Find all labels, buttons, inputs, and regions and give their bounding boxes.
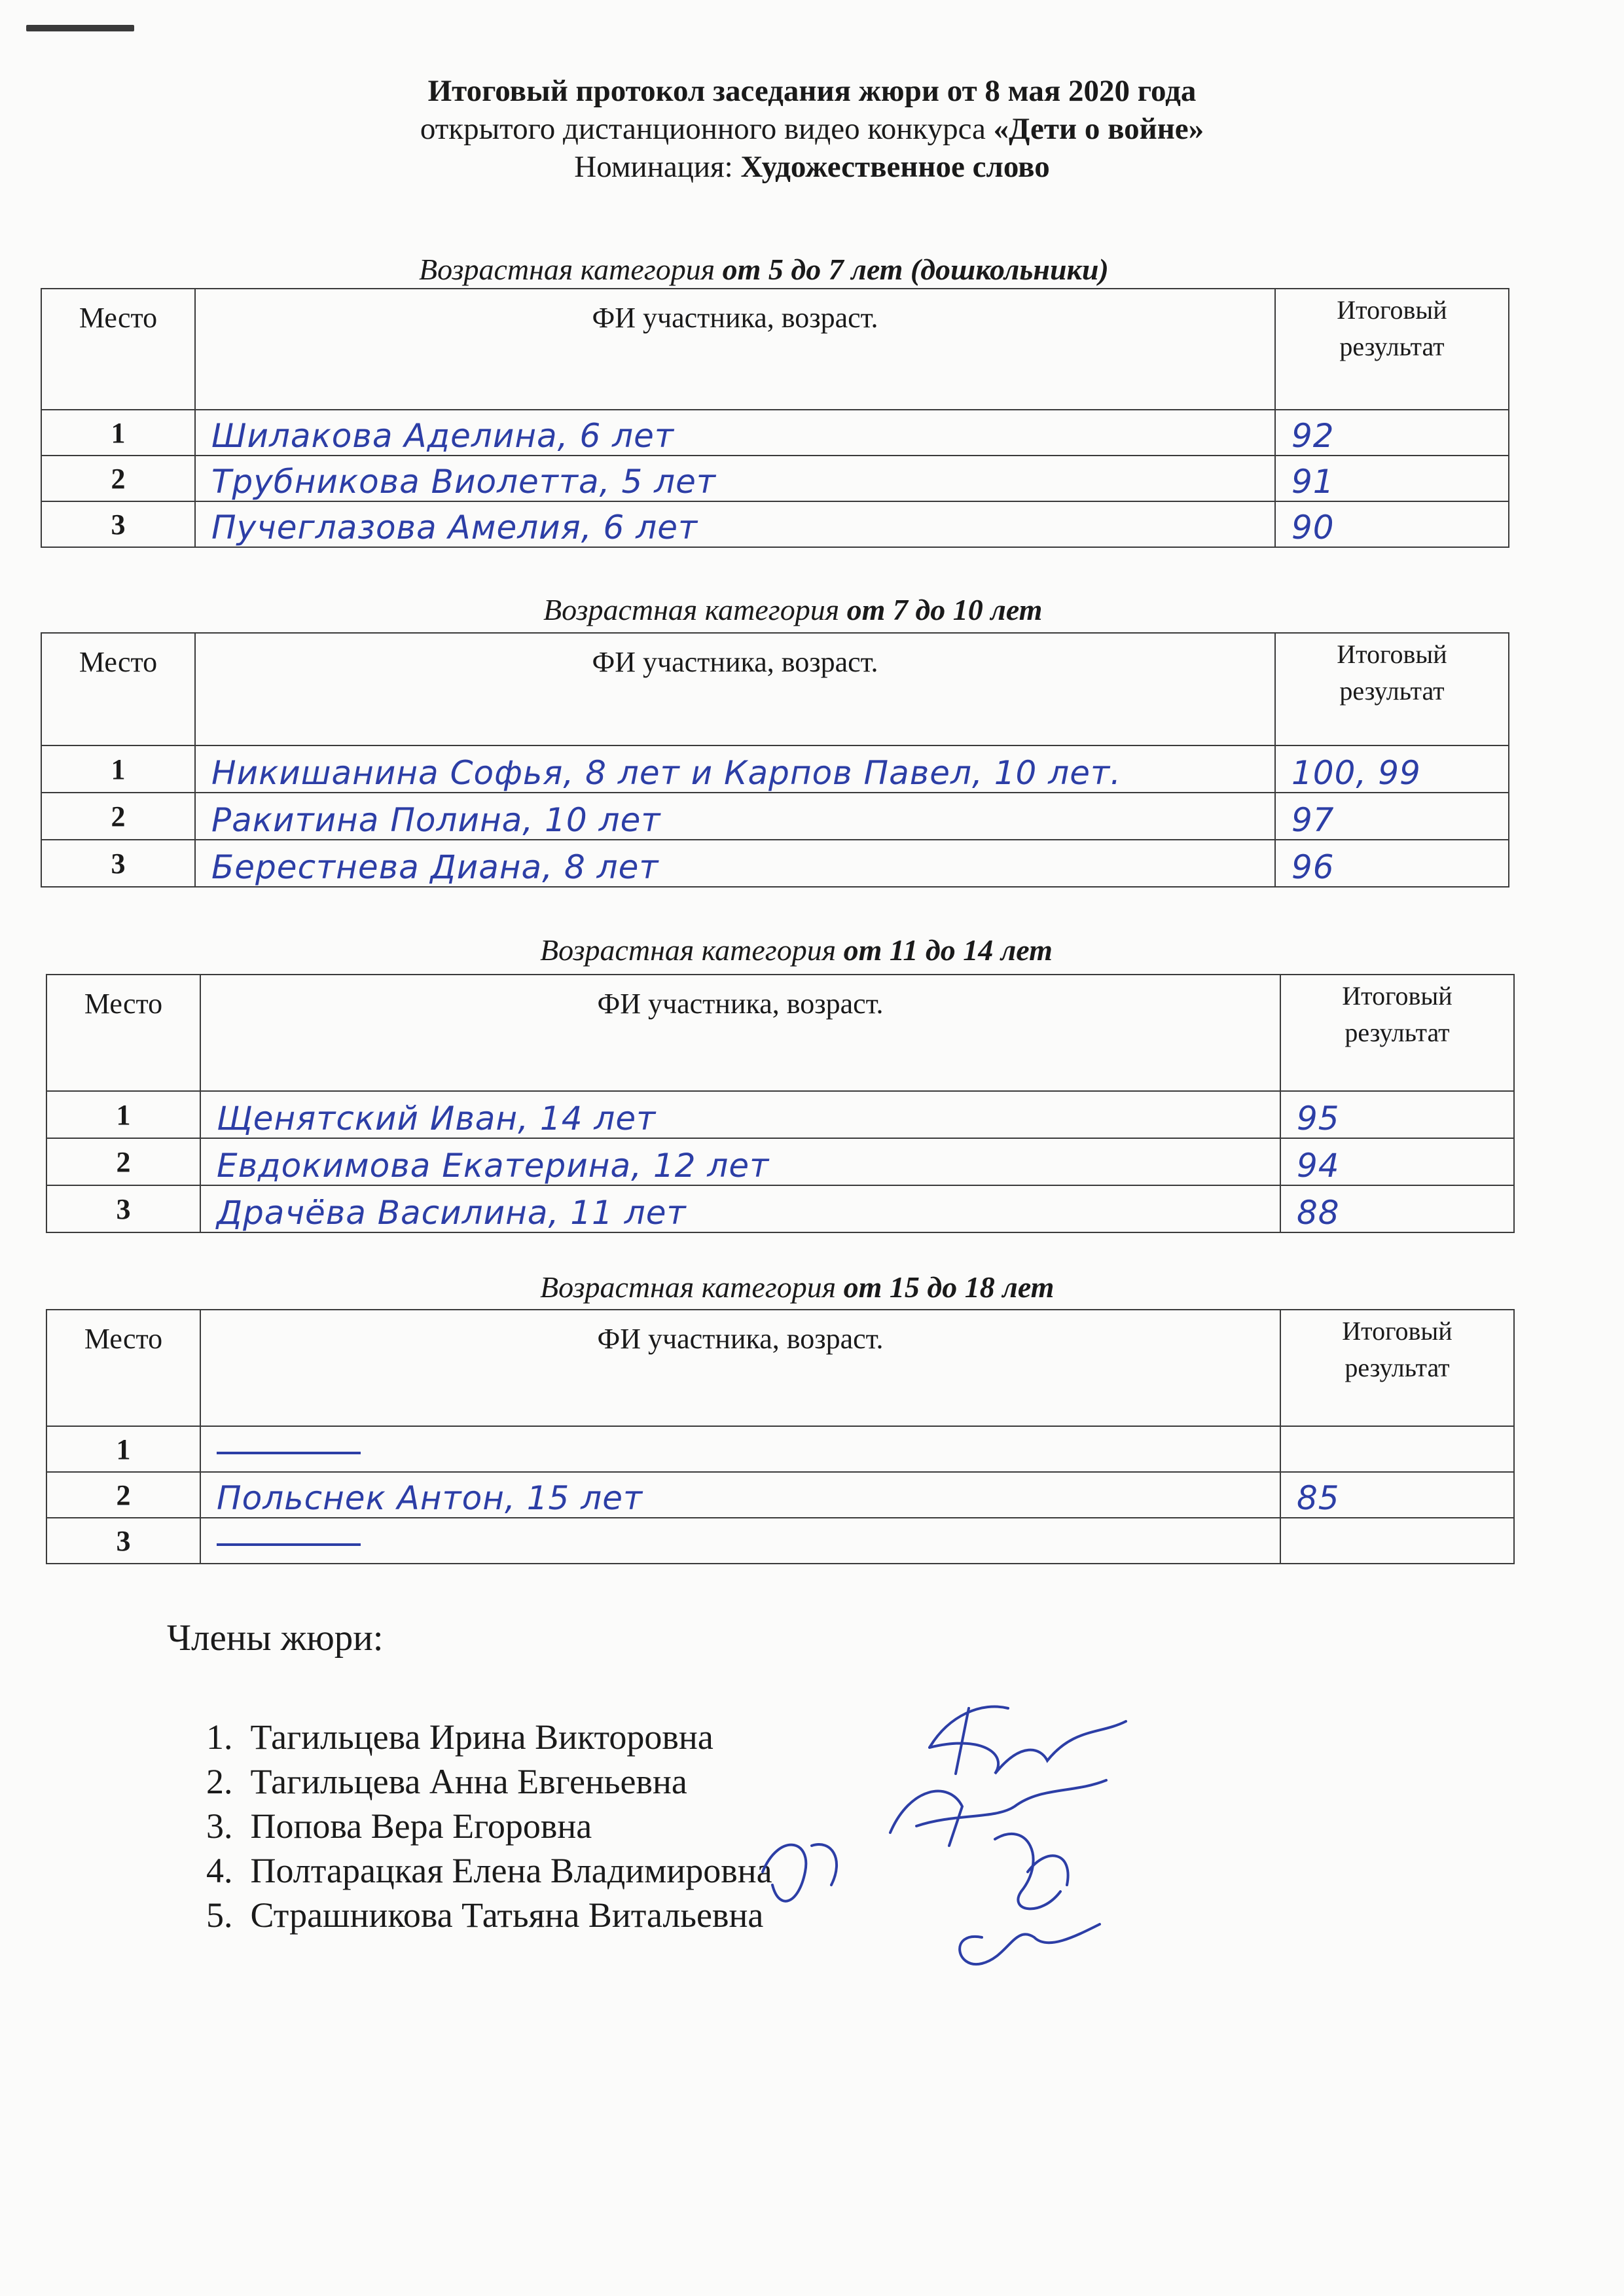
table-row xyxy=(41,456,1509,501)
signatures xyxy=(733,1676,1152,2003)
header-result: Итоговый результат xyxy=(1275,633,1509,745)
place-cell: 2 xyxy=(46,1138,200,1185)
place-cell: 3 xyxy=(46,1185,200,1232)
result-cell: 96 xyxy=(1275,840,1509,887)
result-cell: 92 xyxy=(1275,410,1509,456)
table-row xyxy=(46,1138,1514,1185)
table-row xyxy=(46,1472,1514,1518)
category-caption: Возрастная категория от 15 до 18 лет xyxy=(540,1270,1055,1304)
header-place: Место xyxy=(46,1310,200,1426)
place-cell: 1 xyxy=(46,1426,200,1472)
result-cell: 95 xyxy=(1280,1091,1514,1138)
table-header-row xyxy=(46,975,1514,1091)
jury-member: 2. Тагильцева Анна Евгеньевна xyxy=(206,1762,687,1801)
dash-line xyxy=(217,1543,361,1546)
header-result: Итоговый результат xyxy=(1280,1310,1514,1426)
place-cell: 1 xyxy=(41,745,195,793)
participant-cell xyxy=(200,1426,1280,1472)
jury-member: 3. Попова Вера Егоровна xyxy=(206,1806,592,1846)
participant-cell: Польснек Антон, 15 лет xyxy=(200,1472,1280,1518)
header-place: Место xyxy=(46,975,200,1091)
participant-cell: Драчёва Василина, 11 лет xyxy=(200,1185,1280,1232)
result-cell xyxy=(1280,1426,1514,1472)
place-cell: 3 xyxy=(41,501,195,547)
results-table xyxy=(46,1309,1515,1564)
table-row xyxy=(46,1426,1514,1472)
participant-cell xyxy=(200,1518,1280,1564)
contest-name: «Дети о войне» xyxy=(993,112,1204,146)
place-cell: 2 xyxy=(46,1472,200,1518)
header-result: Итоговый результат xyxy=(1280,975,1514,1091)
signature-2 xyxy=(890,1780,1106,1846)
place-cell: 1 xyxy=(46,1091,200,1138)
signature-4 xyxy=(995,1834,1068,1909)
participant-cell: Шилакова Аделина, 6 лет xyxy=(195,410,1275,456)
jury-member: 5. Страшникова Татьяна Витальевна xyxy=(206,1895,764,1935)
participant-cell: Никишанина Софья, 8 лет и Карпов Павел, 10 лет. xyxy=(195,745,1275,793)
participant-cell: Берестнева Диана, 8 лет xyxy=(195,840,1275,887)
result-cell xyxy=(1280,1518,1514,1564)
signature-1 xyxy=(929,1707,1126,1774)
jury-list xyxy=(206,1715,772,1937)
jury-member: 1. Тагильцева Ирина Викторовна xyxy=(206,1717,713,1757)
table-row xyxy=(46,1091,1514,1138)
table-header-row xyxy=(46,1310,1514,1426)
header-result: Итоговый результат xyxy=(1275,289,1509,410)
results-table xyxy=(46,974,1515,1233)
results-table xyxy=(41,288,1509,548)
table-row xyxy=(41,793,1509,840)
header-participant: ФИ участника, возраст. xyxy=(195,633,1275,745)
place-cell: 3 xyxy=(41,840,195,887)
place-cell: 2 xyxy=(41,456,195,501)
nomination-name: Художественное слово xyxy=(740,150,1050,184)
table-row xyxy=(41,840,1509,887)
table-header-row xyxy=(41,289,1509,410)
participant-cell: Трубникова Виолетта, 5 лет xyxy=(195,456,1275,501)
header-place: Место xyxy=(41,633,195,745)
header-participant: ФИ участника, возраст. xyxy=(200,975,1280,1091)
scan-mark xyxy=(26,25,134,31)
table-row xyxy=(46,1185,1514,1232)
header-place: Место xyxy=(41,289,195,410)
contest-prefix: открытого дистанционного видео конкурса xyxy=(420,112,994,146)
table-row xyxy=(46,1518,1514,1564)
header-participant: ФИ участника, возраст. xyxy=(200,1310,1280,1426)
participant-cell: Евдокимова Екатерина, 12 лет xyxy=(200,1138,1280,1185)
participant-cell: Щенятский Иван, 14 лет xyxy=(200,1091,1280,1138)
table-row xyxy=(41,501,1509,547)
signature-5 xyxy=(960,1924,1100,1964)
results-table xyxy=(41,632,1509,888)
participant-cell: Пучеглазова Амелия, 6 лет xyxy=(195,501,1275,547)
result-cell: 88 xyxy=(1280,1185,1514,1232)
category-caption: Возрастная категория от 5 до 7 лет (дошкольники) xyxy=(419,253,1109,286)
table-row xyxy=(41,745,1509,793)
result-cell: 90 xyxy=(1275,501,1509,547)
header-participant: ФИ участника, возраст. xyxy=(195,289,1275,410)
nomination-line xyxy=(0,148,1624,186)
document-header xyxy=(0,72,1624,186)
nomination-prefix: Номинация: xyxy=(574,150,741,184)
category-caption: Возрастная категория от 11 до 14 лет xyxy=(540,933,1053,967)
result-cell: 94 xyxy=(1280,1138,1514,1185)
table-row xyxy=(41,410,1509,456)
result-cell: 97 xyxy=(1275,793,1509,840)
result-cell: 100, 99 xyxy=(1275,745,1509,793)
contest-line xyxy=(0,110,1624,148)
result-cell: 91 xyxy=(1275,456,1509,501)
dash-line xyxy=(217,1452,361,1454)
place-cell: 2 xyxy=(41,793,195,840)
jury-title: Члены жюри: xyxy=(167,1617,384,1659)
table-header-row xyxy=(41,633,1509,745)
category-caption: Возрастная категория от 7 до 10 лет xyxy=(543,593,1043,626)
signature-3 xyxy=(763,1844,837,1901)
protocol-title: Итоговый протокол заседания жюри от 8 мая 2020 года xyxy=(427,74,1197,108)
result-cell: 85 xyxy=(1280,1472,1514,1518)
place-cell: 3 xyxy=(46,1518,200,1564)
jury-member: 4. Полтарацкая Елена Владимировна xyxy=(206,1851,772,1890)
participant-cell: Ракитина Полина, 10 лет xyxy=(195,793,1275,840)
place-cell: 1 xyxy=(41,410,195,456)
